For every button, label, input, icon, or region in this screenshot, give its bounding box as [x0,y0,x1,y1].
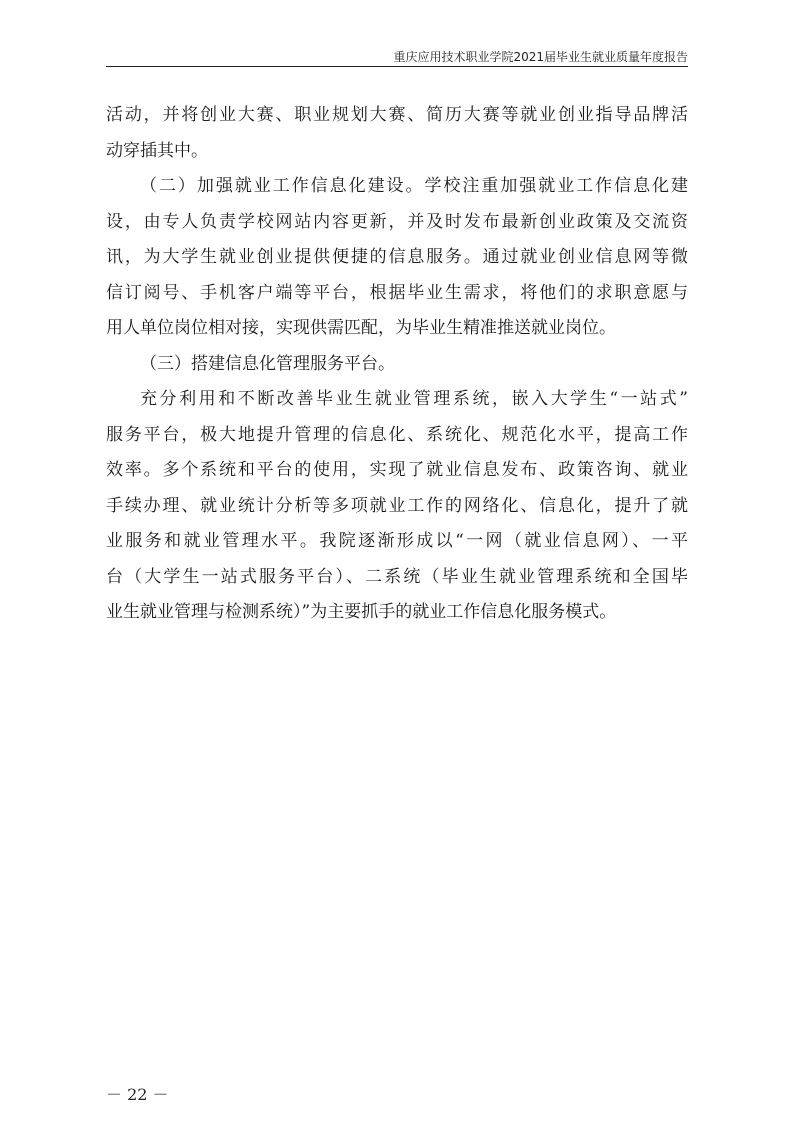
paragraph-line: 服务平台，极大地提升管理的信息化、系统化、规范化水平，提高工作 [106,424,688,445]
paragraph-line: 讯，为大学生就业创业提供便捷的信息服务。通过就业创业信息网等微 [106,247,688,267]
page-header-title: 重庆应用技术职业学院2021届毕业生就业质量年度报告 [393,50,688,64]
paragraph-line: 用人单位岗位相对接，实现供需匹配，为毕业生精准推送就业岗位。 [106,318,616,338]
paragraph-line: 设，由专人负责学校网站内容更新，并及时发布最新创业政策及交流资 [106,211,688,232]
paragraph-line: 信订阅号、手机客户端等平台，根据毕业生需求，将他们的求职意愿与 [106,282,688,303]
paragraph-line: 台（大学生一站式服务平台）、二系统（毕业生就业管理系统和全国毕 [106,566,688,587]
paragraph-line: 活动，并将创业大赛、职业规划大赛、简历大赛等就业创业指导品牌活 [106,105,688,125]
paragraph-line: 充分利用和不断改善毕业生就业管理系统，嵌入大学生“一站式” [140,389,688,409]
paragraph-line: 动穿插其中。 [106,140,208,161]
page-number: － 22 － [106,1085,169,1104]
header-divider [106,66,688,67]
paragraph-line: 效率。多个系统和平台的使用，实现了就业信息发布、政策咨询、就业 [106,460,688,480]
body-text [106,98,688,631]
paragraph-line: 业生就业管理与检测系统）”为主要抓手的就业工作信息化服务模式。 [106,602,617,622]
paragraph-line: 手续办理、就业统计分析等多项就业工作的网络化、信息化，提升了就 [106,495,688,516]
section-heading-line: （三）搭建信息化管理服务平台。 [140,353,395,374]
paragraph-line: 业服务和就业管理水平。我院逐渐形成以“一网（就业信息网）、一平 [106,531,688,551]
section-heading-line: （二）加强就业工作信息化建设。学校注重加强就业工作信息化建 [140,176,688,196]
